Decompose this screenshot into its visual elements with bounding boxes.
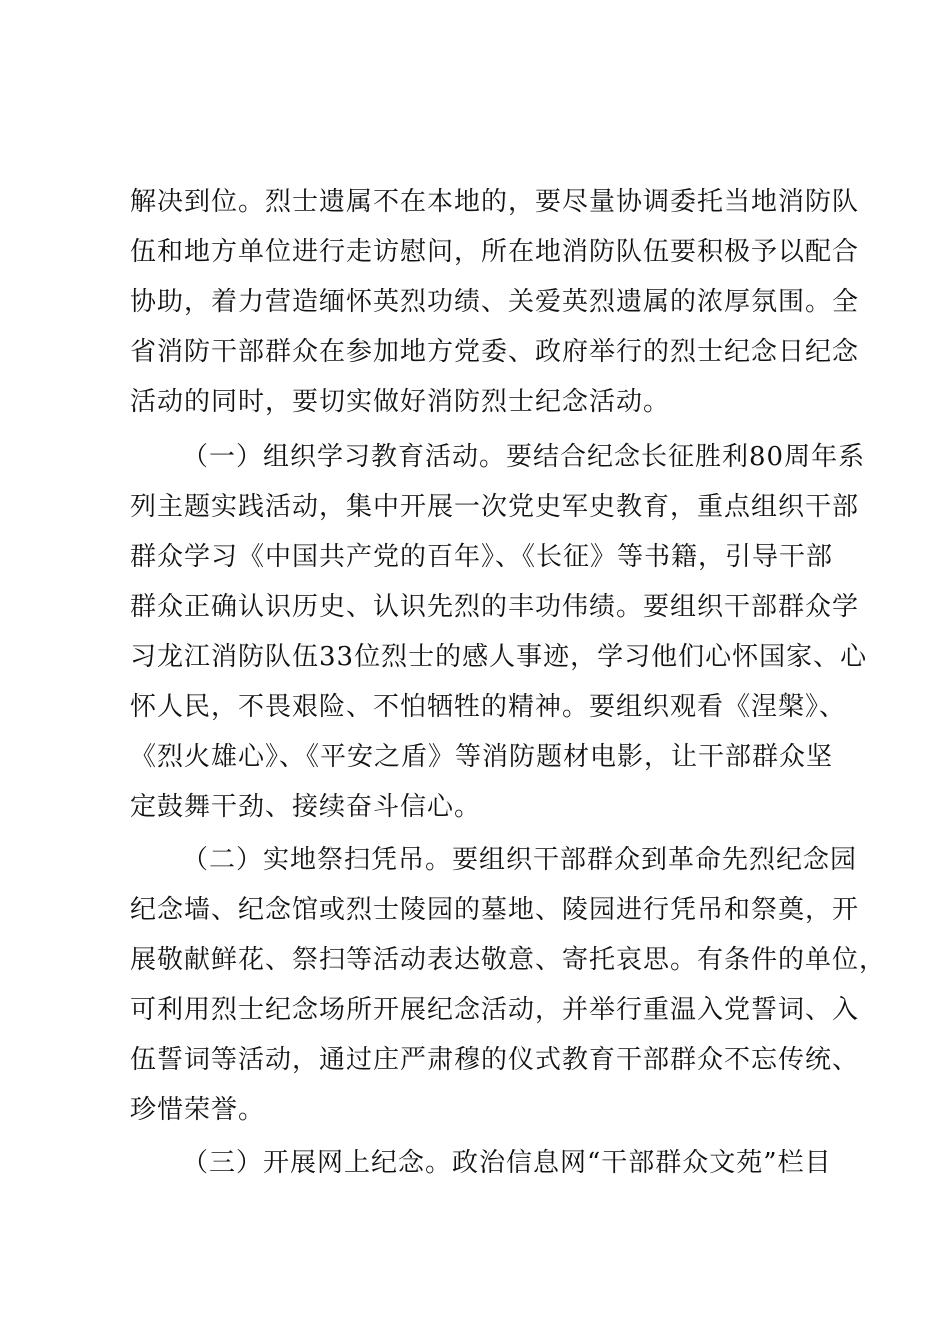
text-line: 群众正确认识历史、认识先烈的丰功伟绩。要组织干部群众学 bbox=[130, 592, 860, 622]
text-line: 群众学习《中国共产党的百年》、《长征》等书籍，引导干部 bbox=[130, 542, 834, 572]
text-line: 怀人民，不畏艰险、不怕牺牲的精神。要组织观看《涅槃》、 bbox=[130, 692, 847, 722]
text-line: 珍惜荣誉。 bbox=[130, 1095, 266, 1125]
text-line: 可利用烈士纪念场所开展纪念活动，并举行重温入党誓词、入 bbox=[130, 995, 860, 1025]
text-line: 列主题实践活动，集中开展一次党史军史教育，重点组织干部 bbox=[130, 492, 860, 522]
text-line: 解决到位。烈士遗属不在本地的，要尽量协调委托当地消防队 bbox=[130, 187, 860, 217]
paragraph-heading-2: （二）实地祭扫凭吊。要组织干部群众到革命先烈纪念园 bbox=[182, 845, 858, 875]
text-line: 纪念墙、纪念馆或烈士陵园的墓地、陵园进行凭吊和祭奠，开 bbox=[130, 895, 860, 925]
text-line: 习龙江消防队伍33位烈士的感人事迹，学习他们心怀国家、心 bbox=[130, 642, 868, 672]
text-line: 伍和地方单位进行走访慰问，所在地消防队伍要积极予以配合 bbox=[130, 237, 860, 267]
paragraph-heading-1: （一）组织学习教育活动。要结合纪念长征胜利80周年系 bbox=[182, 442, 866, 472]
text-line: 定鼓舞干劲、接续奋斗信心。 bbox=[130, 792, 482, 822]
paragraph-heading-3: （三）开展网上纪念。政治信息网“干部群众文苑”栏目 bbox=[182, 1148, 832, 1178]
text-line: 伍誓词等活动，通过庄严肃穆的仪式教育干部群众不忘传统、 bbox=[130, 1045, 860, 1075]
text-line: 活动的同时，要切实做好消防烈士纪念活动。 bbox=[130, 387, 671, 417]
text-line: 《烈火雄心》、《平安之盾》等消防题材电影，让干部群众坚 bbox=[130, 742, 834, 772]
text-line: 展敬献鲜花、祭扫等活动表达敬意、寄托哀思。有条件的单位， bbox=[130, 945, 887, 975]
text-line: 协助，着力营造缅怀英烈功绩、关爱英烈遗属的浓厚氛围。全 bbox=[130, 287, 860, 317]
text-line: 省消防干部群众在参加地方党委、政府举行的烈士纪念日纪念 bbox=[130, 337, 860, 367]
